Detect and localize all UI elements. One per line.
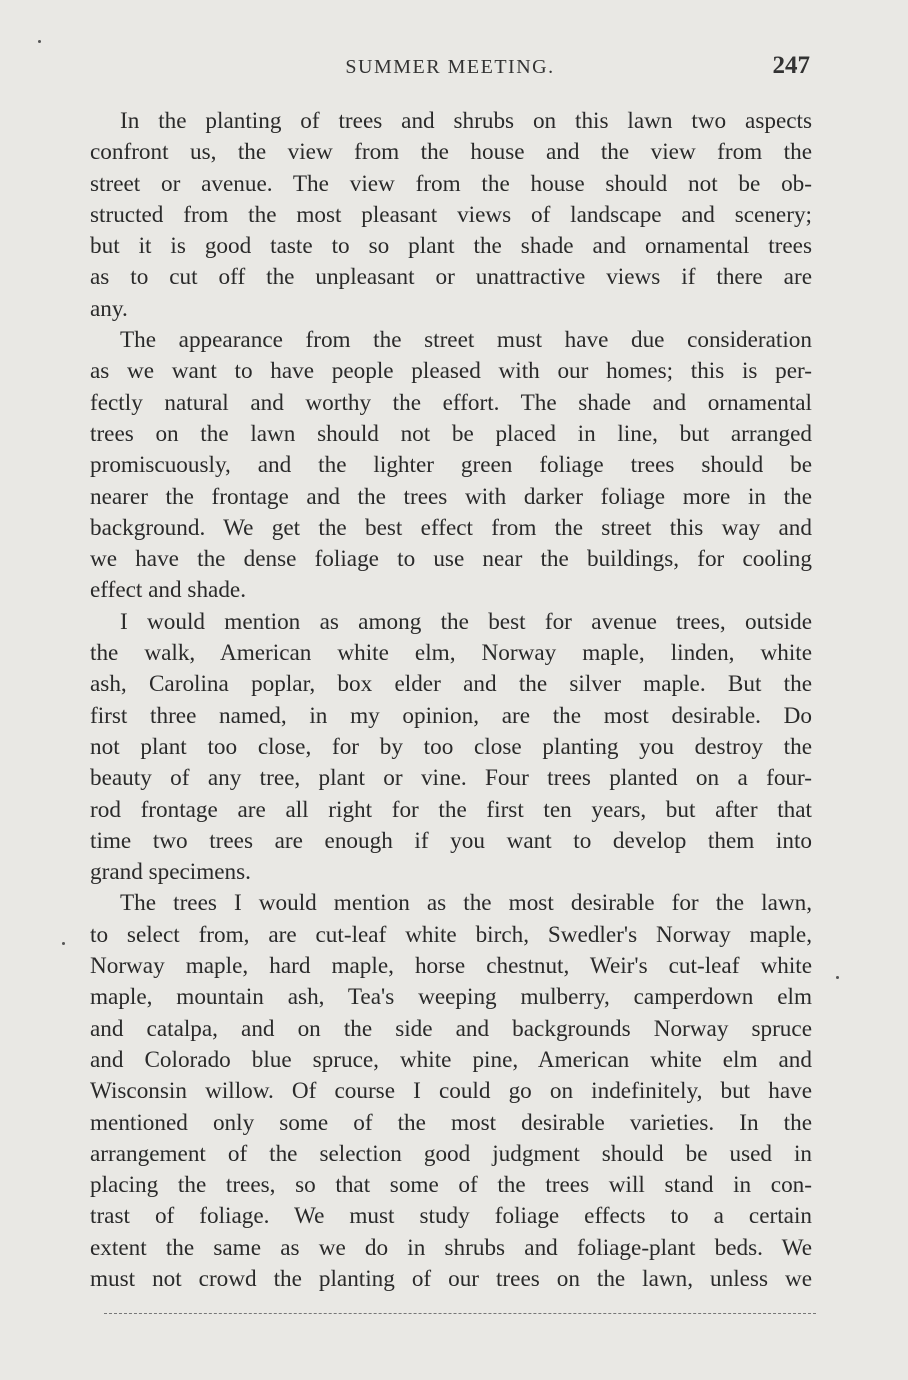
text-line: but it is good taste to so plant the shade and ornamental trees — [90, 233, 812, 260]
text-line: promiscuously, and the lighter green foliage trees should be — [90, 452, 812, 479]
ink-speck — [62, 942, 65, 945]
text-line: In the planting of trees and shrubs on this lawn two aspects — [120, 108, 812, 134]
running-head — [90, 52, 810, 86]
text-line: and catalpa, and on the side and backgrounds Norway spruce — [90, 1015, 812, 1042]
text-line: first three named, in my opinion, are the most desirable. Do — [90, 702, 812, 729]
paragraph-3 — [90, 607, 812, 889]
text-line: and Colorado blue spruce, white pine, American white elm and — [90, 1046, 812, 1073]
text-line: grand specimens. — [90, 859, 251, 886]
text-line: I would mention as among the best for avenue trees, outside — [120, 608, 812, 635]
text-line: ash, Carolina poplar, box elder and the silver maple. But the — [90, 671, 812, 698]
text-line: to select from, are cut-leaf white birch, Swedler's Norway maple, — [90, 921, 812, 948]
text-line: nearer the frontage and the trees with darker foliage more in the — [90, 483, 812, 510]
ink-speck — [836, 976, 839, 979]
text-line: maple, mountain ash, Tea's weeping mulberry, camperdown elm — [90, 984, 812, 1011]
text-line: mentioned only some of the most desirable varieties. In the — [90, 1109, 812, 1136]
text-line: trees on the lawn should not be placed in line, but arranged — [90, 420, 812, 447]
text-line: we have the dense foliage to use near the buildings, for cooling — [90, 546, 812, 573]
running-title: SUMMER MEETING. — [345, 56, 555, 78]
paragraph-2 — [90, 325, 812, 607]
text-line: structed from the most pleasant views of landscape and scenery; — [90, 201, 812, 228]
text-line: arrangement of the selection good judgment should be used in — [90, 1140, 812, 1167]
torn-bottom-edge — [104, 1313, 816, 1314]
text-line: as to cut off the unpleasant or unattractive views if there are — [90, 264, 812, 291]
body-text — [90, 106, 812, 1295]
text-line: beauty of any tree, plant or vine. Four trees planted on a four- — [90, 765, 812, 792]
text-line: The appearance from the street must have due consideration — [120, 327, 812, 354]
paragraph-4 — [90, 888, 812, 1295]
text-line: The trees I would mention as the most desirable for the lawn, — [120, 890, 812, 917]
page-number: 247 — [772, 52, 810, 79]
text-line: rod frontage are all right for the first ten years, but after that — [90, 796, 812, 823]
text-line: placing the trees, so that some of the trees will stand in con- — [90, 1172, 812, 1199]
text-line: street or avenue. The view from the house should not be ob- — [90, 170, 812, 197]
text-line: not plant too close, for by too close planting you destroy the — [90, 733, 812, 760]
text-line: extent the same as we do in shrubs and foliage-plant beds. We — [90, 1234, 812, 1261]
text-line: the walk, American white elm, Norway maple, linden, white — [90, 640, 812, 667]
text-line: time two trees are enough if you want to develop them into — [90, 827, 812, 854]
text-line: Wisconsin willow. Of course I could go on indefinitely, but have — [90, 1078, 812, 1105]
paragraph-1 — [90, 106, 812, 325]
ink-speck — [38, 40, 41, 43]
text-line: background. We get the best effect from the street this way and — [90, 514, 812, 541]
text-line: any. — [90, 295, 128, 322]
text-line: as we want to have people pleased with our homes; this is per- — [90, 358, 812, 385]
text-line: fectly natural and worthy the effort. The shade and ornamental — [90, 389, 812, 416]
text-line: must not crowd the planting of our trees on the lawn, unless we — [90, 1265, 812, 1292]
text-line: trast of foliage. We must study foliage effects to a certain — [90, 1203, 812, 1230]
text-line: Norway maple, hard maple, horse chestnut, Weir's cut-leaf white — [90, 953, 812, 980]
text-line: confront us, the view from the house and the view from the — [90, 139, 812, 166]
text-line: effect and shade. — [90, 577, 247, 604]
